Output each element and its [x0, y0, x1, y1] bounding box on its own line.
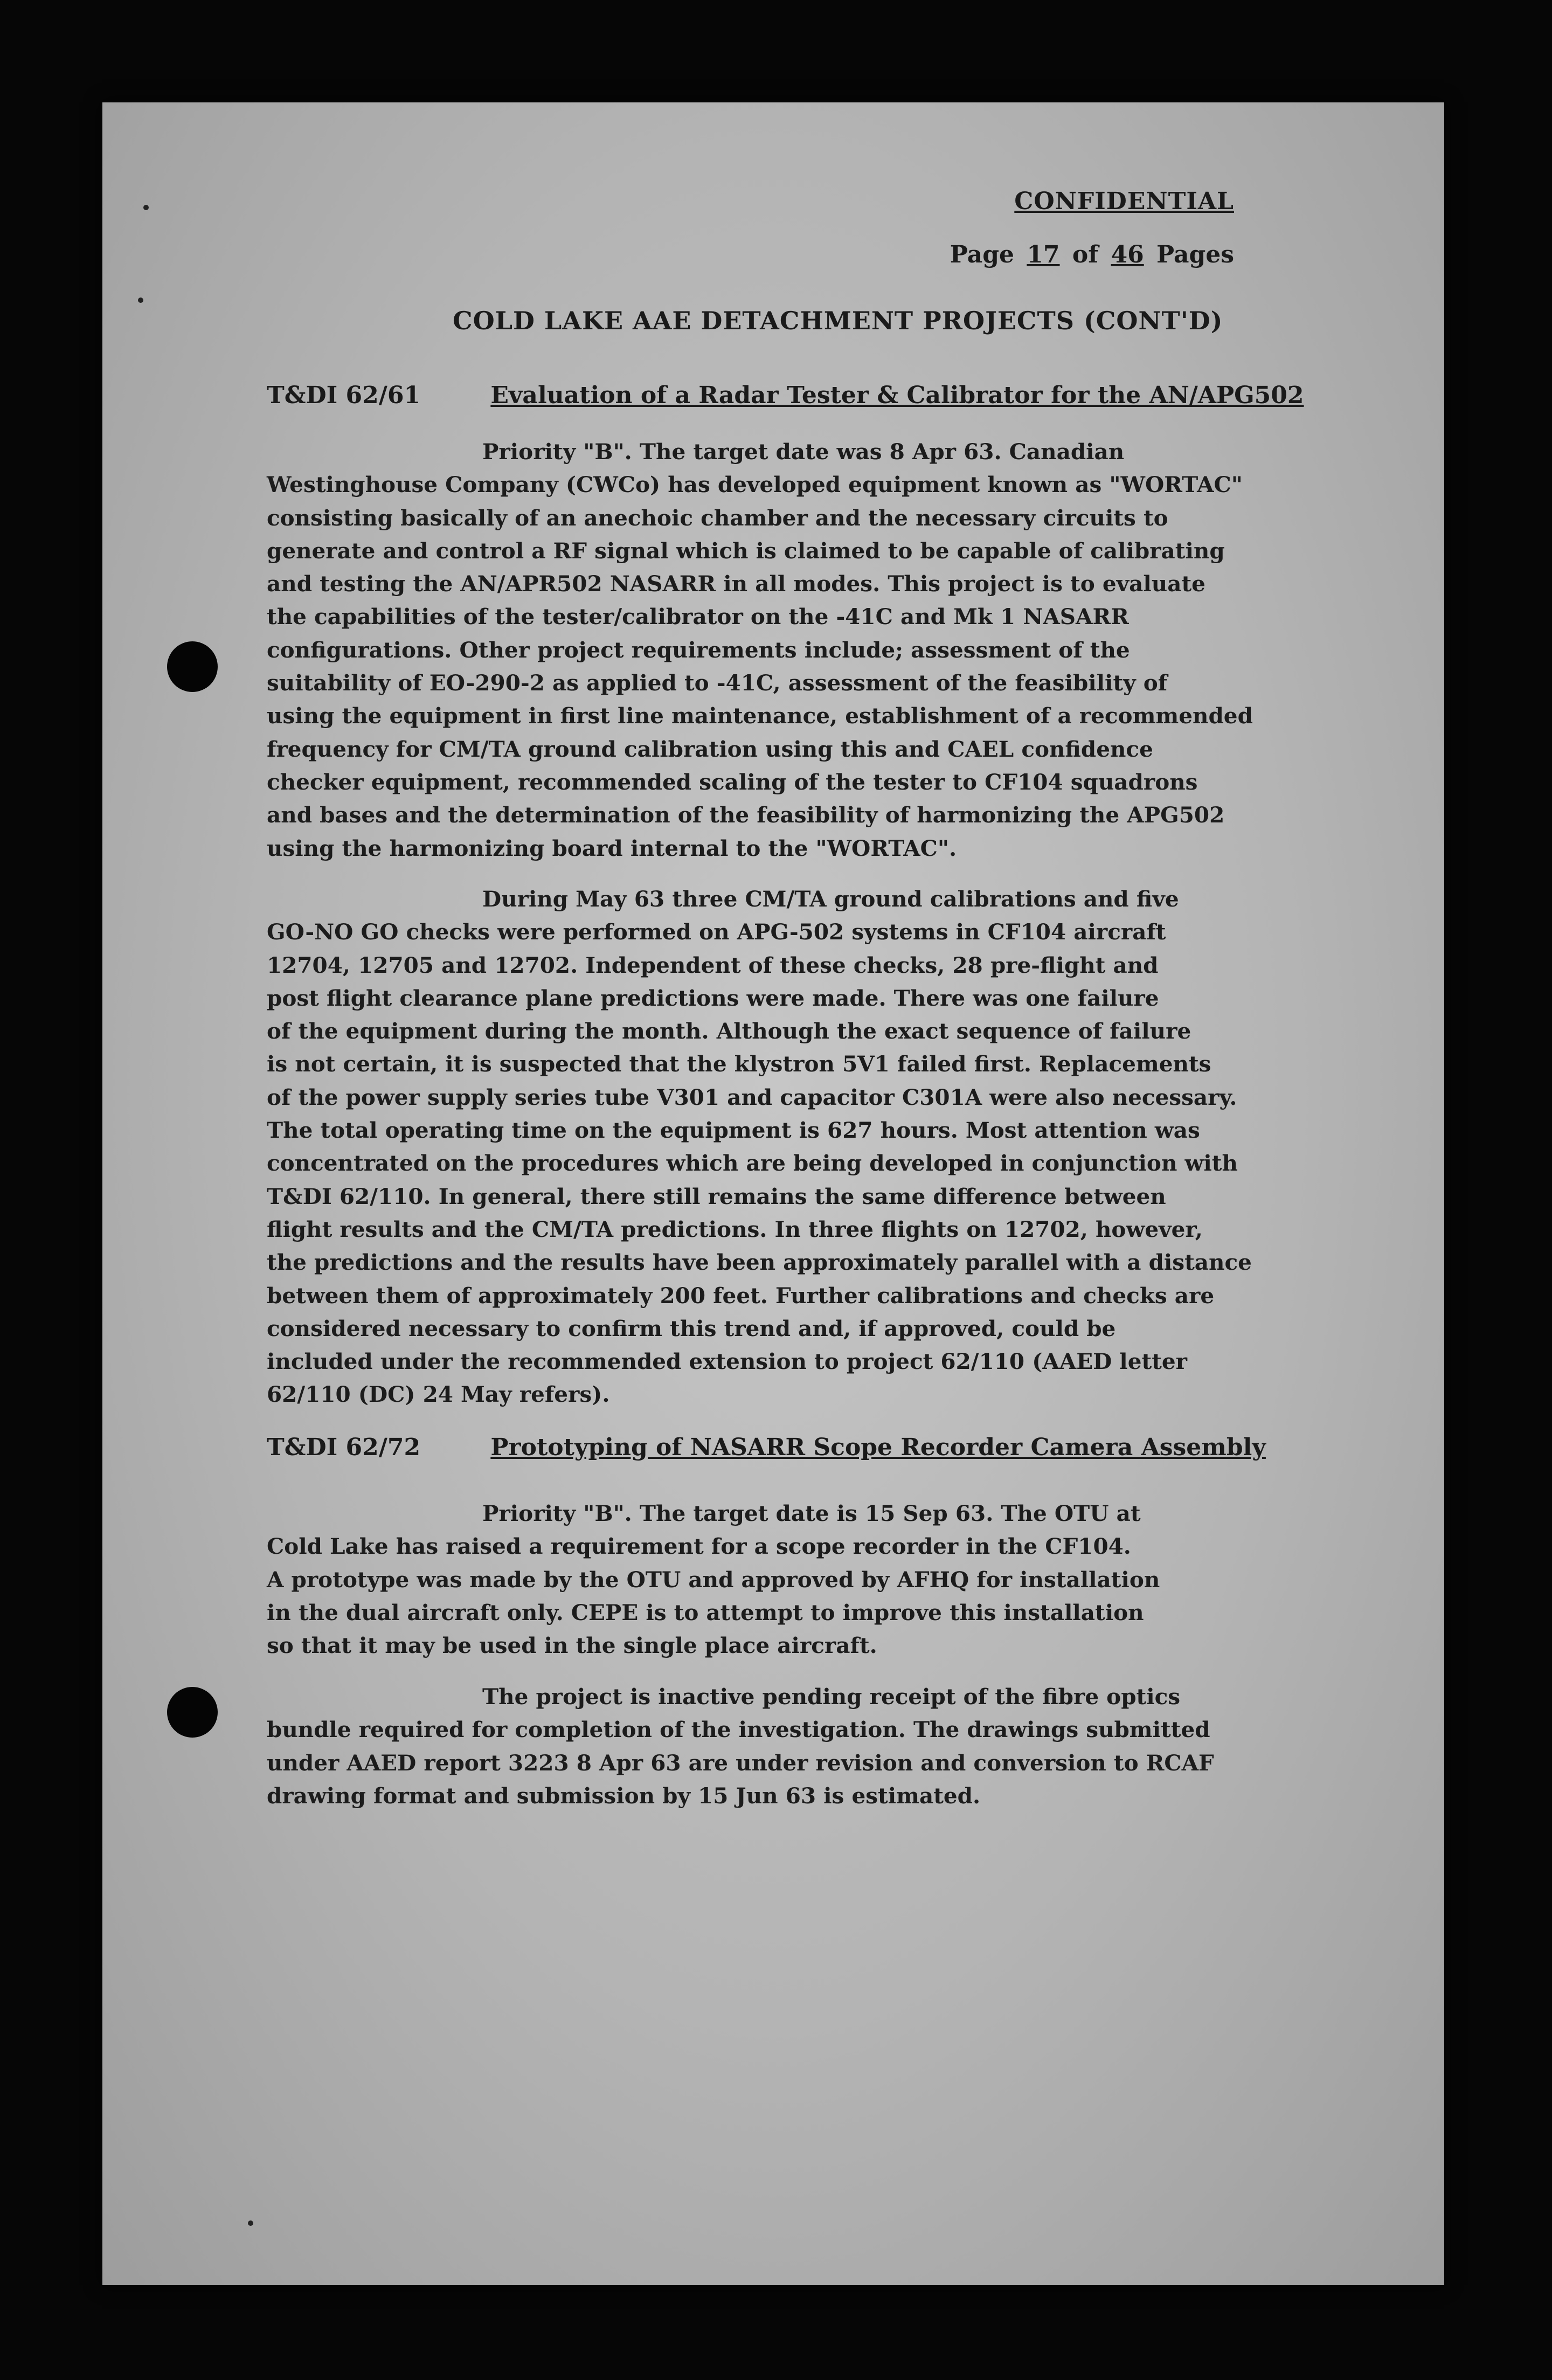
text-line: post flight clearance plane predictions were made. There was one failure [267, 985, 1159, 1011]
paragraph [267, 883, 1506, 1412]
text-line: Westinghouse Company (CWCo) has developed equipment known as "WORTAC" [267, 472, 1243, 498]
text-line: of the power supply series tube V301 and capacitor C301A were also necessary. [267, 1084, 1237, 1110]
text-line: concentrated on the procedures which are being developed in conjunction with [267, 1150, 1238, 1177]
text-line: in the dual aircraft only. CEPE is to attempt to improve this installation [267, 1599, 1144, 1625]
paragraph [267, 1680, 1506, 1812]
text-line: and testing the AN/APR502 NASARR in all modes. This project is to evaluate [267, 571, 1205, 597]
text-line: included under the recommended extension to project 62/110 (AAED letter [267, 1348, 1187, 1375]
text-line: drawing format and submission by 15 Jun 63 is estimated. [267, 1782, 981, 1809]
project-heading [267, 1434, 1266, 1461]
project-title: Evaluation of a Radar Tester & Calibrator for the AN/APG502 [490, 382, 1304, 409]
text-line: configurations. Other project requirements include; assessment of the [267, 636, 1130, 663]
classification-label: CONFIDENTIAL [1014, 188, 1234, 215]
text-line: Cold Lake has raised a requirement for a scope recorder in the CF104. [267, 1533, 1131, 1560]
text-line: T&DI 62/110. In general, there still remains the same difference between [267, 1183, 1166, 1209]
text-line: The project is inactive pending receipt of the fibre optics [482, 1684, 1181, 1710]
text-line: GO-NO GO checks were performed on APG-502 systems in CF104 aircraft [267, 919, 1166, 945]
text-line: so that it may be used in the single place aircraft. [267, 1632, 877, 1659]
project-heading [267, 382, 1304, 409]
text-line: frequency for CM/TA ground calibration using this and CAEL confidence [267, 736, 1153, 762]
text-line: checker equipment, recommended scaling of the tester to CF104 squadrons [267, 769, 1198, 795]
text-line: considered necessary to confirm this trend and, if approved, could be [267, 1315, 1116, 1341]
document-page [102, 102, 1444, 2285]
text-line: using the harmonizing board internal to the "WORTAC". [267, 835, 957, 861]
text-line: is not certain, it is suspected that the klystron 5V1 failed first. Replacements [267, 1051, 1211, 1077]
text-line: using the equipment in first line maintenance, establishment of a recommended [267, 703, 1253, 729]
text-line: During May 63 three CM/TA ground calibrations and five [482, 886, 1179, 912]
text-line: generate and control a RF signal which is claimed to be capable of calibrating [267, 537, 1225, 564]
document-title: COLD LAKE AAE DETACHMENT PROJECTS (CONT'D) [453, 306, 1223, 335]
speck [248, 2220, 253, 2226]
pages-word: Pages [1156, 241, 1234, 268]
text-line: between them of approximately 200 feet. Further calibrations and checks are [267, 1282, 1215, 1309]
text-line: bundle required for completion of the investigation. The drawings submitted [267, 1717, 1210, 1743]
project-code: T&DI 62/61 [267, 382, 421, 409]
text-line: the predictions and the results have been approximately parallel with a distance [267, 1249, 1252, 1276]
total-pages: 46 [1111, 241, 1144, 268]
speck [138, 298, 143, 303]
text-line: of the equipment during the month. Although the exact sequence of failure [267, 1018, 1191, 1044]
text-line: A prototype was made by the OTU and approved by AFHQ for installation [267, 1566, 1160, 1593]
page-word: Page [950, 241, 1014, 268]
punch-hole [167, 641, 218, 692]
text-line: flight results and the CM/TA predictions. In three flights on 12702, however, [267, 1216, 1203, 1242]
paragraph [267, 435, 1506, 865]
text-line: under AAED report 3223 8 Apr 63 are under revision and conversion to RCAF [267, 1749, 1214, 1776]
text-line: Priority "B". The target date was 8 Apr 63. Canadian [482, 439, 1125, 465]
text-line: The total operating time on the equipment is 627 hours. Most attention was [267, 1117, 1200, 1144]
of-word: of [1072, 241, 1099, 268]
text-line: suitability of EO-290-2 as applied to -41C, assessment of the feasibility of [267, 670, 1168, 696]
speck [143, 205, 149, 210]
text-line: 12704, 12705 and 12702. Independent of these checks, 28 pre-flight and [267, 952, 1159, 978]
text-line: the capabilities of the tester/calibrator on the -41C and Mk 1 NASARR [267, 604, 1129, 630]
text-line: Priority "B". The target date is 15 Sep 63. The OTU at [482, 1500, 1141, 1526]
text-line: consisting basically of an anechoic chamber and the necessary circuits to [267, 504, 1168, 531]
page-number-line [950, 241, 1234, 268]
page-header [950, 188, 1234, 268]
text-line: and bases and the determination of the feasibility of harmonizing the APG502 [267, 802, 1225, 828]
project-title: Prototyping of NASARR Scope Recorder Camera Assembly [490, 1434, 1266, 1461]
project-code: T&DI 62/72 [267, 1434, 421, 1461]
text-line: 62/110 (DC) 24 May refers). [267, 1381, 610, 1408]
paragraph [267, 1497, 1506, 1662]
page-number: 17 [1027, 241, 1060, 268]
punch-hole [167, 1687, 218, 1738]
